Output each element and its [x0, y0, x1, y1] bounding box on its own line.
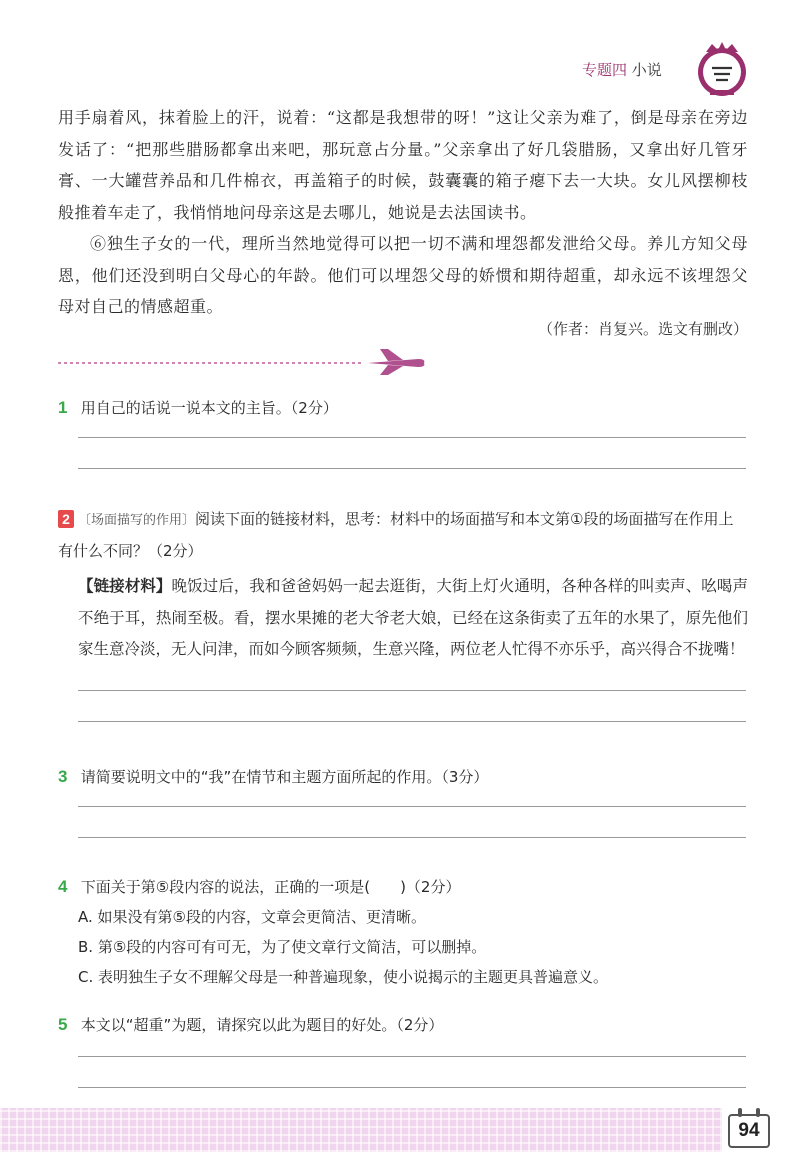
question-text: 用自己的话说一说本文的主旨。（2分） — [80, 399, 338, 417]
answer-line[interactable] — [78, 468, 746, 469]
question-number: 1 — [58, 398, 68, 417]
header-section: 小说 — [631, 61, 662, 79]
passage-paragraph-6: ⑥独生子女的一代，理所当然地觉得可以把一切不满和埋怨都发泄给父母。养儿方知父母恩，他们还没到明白父母心的年龄。他们可以埋怨父母的娇惯和期待超重，却永远不该埋怨父母对自己的情感超重。 — [58, 234, 748, 316]
question-number: 3 — [58, 767, 68, 786]
question-1 — [58, 393, 748, 469]
question-text: 阅读下面的链接材料，思考：材料中的场面描写和本文第①段的场面描写在作用上有什么不同？（2分） — [58, 510, 734, 560]
question-text: 请简要说明文中的“我”在情节和主题方面所起的作用。（3分） — [80, 768, 489, 786]
question-5 — [58, 1010, 748, 1088]
question-text: 本文以“超重”为题，请探究以此为题目的好处。（2分） — [80, 1016, 444, 1034]
airplane-divider-icon — [58, 345, 428, 375]
passage-paragraph-1: 用手扇着风，抹着脸上的汗，说着：“这都是我想带的呀！”这让父亲为难了，倒是母亲在旁边发话了：“把那些腊肠都拿出来吧，那玩意占分量。”父亲拿出了好几袋腊肠，又拿出好几管牙膏、一大罐营养品和几件棉衣，再盖箱子的时候，鼓囊囊的箱子瘪下去一大块。女儿风摆柳枝般推着车走了，我悄悄地问母亲这是去哪儿，她说是去法国读书。 — [58, 108, 748, 222]
question-number: 2 — [58, 510, 74, 528]
calendar-ring-icon — [738, 1108, 742, 1117]
question-number: 5 — [58, 1015, 68, 1034]
question-text: 下面关于第⑤段内容的说法，正确的一项是( )（2分） — [80, 878, 461, 896]
answer-line[interactable] — [78, 837, 746, 838]
answer-line[interactable] — [78, 690, 746, 691]
page-number: 94 — [738, 1120, 760, 1141]
answer-line[interactable] — [78, 1056, 746, 1057]
question-tag: 〔场面描写的作用〕 — [78, 513, 196, 528]
option-b[interactable]: B. 第⑤段的内容可有可无，为了使文章行文简洁，可以删掉。 — [78, 938, 487, 956]
header-title — [582, 59, 662, 80]
answer-line[interactable] — [78, 437, 746, 438]
calendar-ring-icon — [756, 1108, 760, 1117]
material-label: 【链接材料】 — [78, 576, 172, 595]
option-c[interactable]: C. 表明独生子女不理解父母是一种普遍现象，使小说揭示的主题更具普遍意义。 — [78, 968, 609, 986]
passage-text — [58, 102, 748, 323]
header-topic: 专题四 — [582, 61, 628, 79]
link-material — [58, 570, 748, 666]
option-a[interactable]: A. 如果没有第⑤段的内容，文章会更简洁、更清晰。 — [78, 908, 426, 926]
answer-line[interactable] — [78, 721, 746, 722]
answer-line[interactable] — [78, 1087, 746, 1088]
publisher-logo-icon — [692, 40, 752, 100]
question-4 — [58, 872, 748, 992]
material-text: 晚饭过后，我和爸爸妈妈一起去逛街，大街上灯火通明，各种各样的叫卖声、吆喝声不绝于耳，热闹至极。看，摆水果摊的老大爷老大娘，已经在这条街卖了五年的水果了，原先他们家生意冷淡，无人问津，而如今顾客频频，生意兴隆，两位老人忙得不亦乐乎，高兴得合不拢嘴！ — [78, 577, 748, 658]
page-header — [560, 50, 790, 90]
question-number: 4 — [58, 877, 68, 896]
question-2 — [58, 504, 748, 722]
page-number-calendar — [728, 1114, 770, 1148]
question-3 — [58, 762, 748, 838]
passage-source: （作者：肖复兴。选文有删改） — [537, 320, 748, 338]
footer-band — [0, 1108, 722, 1152]
answer-line[interactable] — [78, 806, 746, 807]
